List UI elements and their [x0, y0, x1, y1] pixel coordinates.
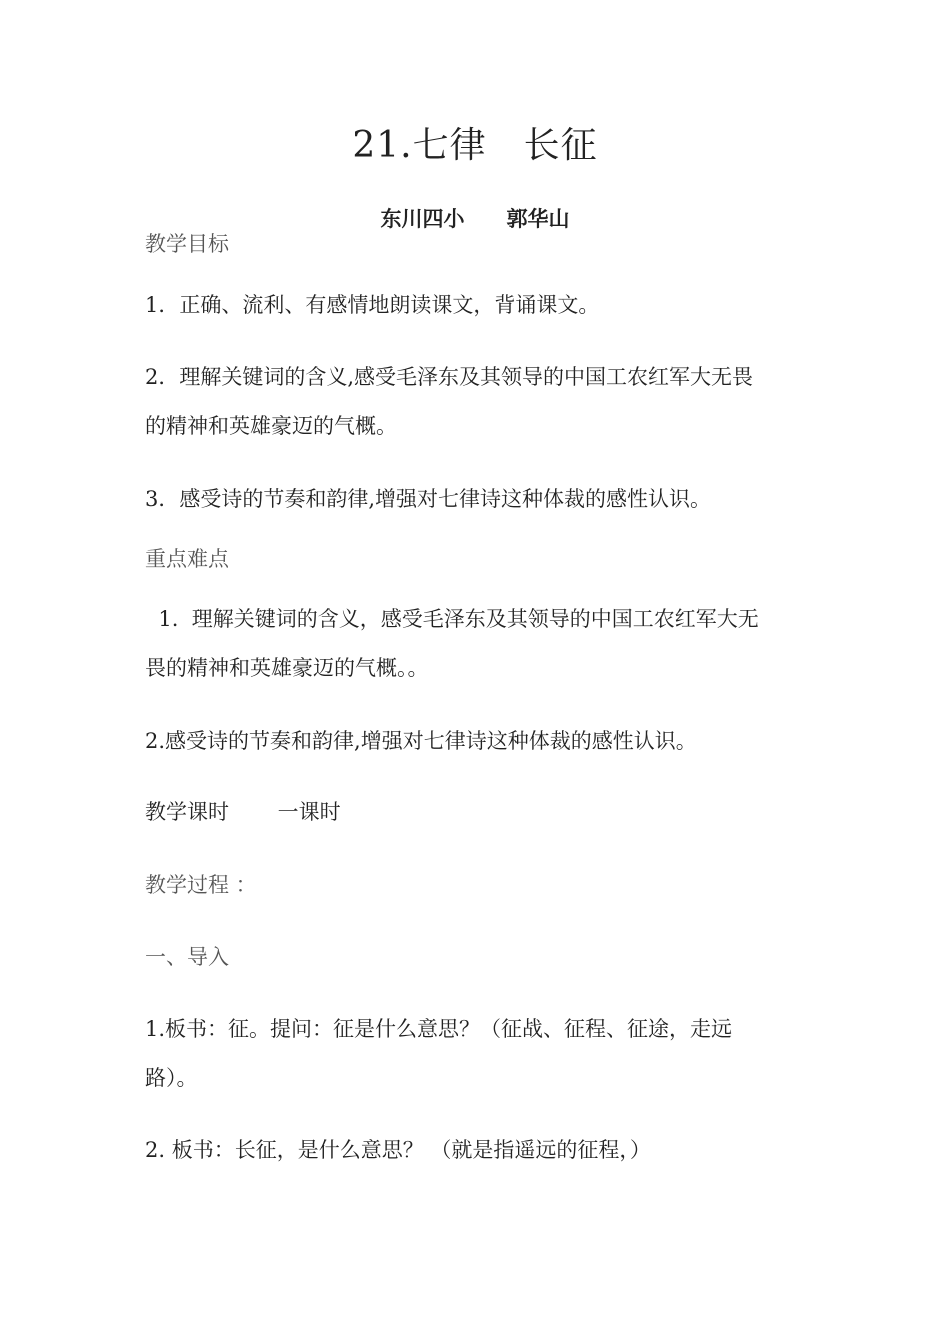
objective-item-2-cont: 的精神和英雄豪迈的气概。 — [145, 414, 397, 438]
key-point-1: 1. 理解关键词的含义，感受毛泽东及其领导的中国工农红军大无 — [145, 607, 759, 631]
section-heading-key-points: 重点难点 — [145, 547, 229, 571]
section-heading-objectives: 教学目标 — [145, 232, 229, 256]
objective-item-1: 1．正确、流利、有感情地朗读课文，背诵课文。 — [145, 293, 600, 317]
subsection-heading-intro: 一、导入 — [145, 945, 229, 969]
key-point-1-cont: 畏的精神和英雄豪迈的气概。。 — [145, 656, 429, 680]
document-author: 东川四小 郭华山 — [380, 206, 570, 231]
intro-step-1: 1.板书：征。提问：征是什么意思？（征战、征程、征途，走远 — [145, 1017, 733, 1041]
objective-item-2: 2．理解关键词的含义,感受毛泽东及其领导的中国工农红军大无畏 — [145, 365, 754, 389]
intro-step-2: 2. 板书：长征，是什么意思？ （就是指遥远的征程，） — [145, 1138, 651, 1162]
document-title: 21.七律 长征 — [352, 125, 598, 166]
key-point-2: 2.感受诗的节奏和韵律,增强对七律诗这种体裁的感性认识。 — [145, 729, 697, 753]
intro-step-1-cont: 路）。 — [145, 1066, 198, 1090]
objective-item-3: 3．感受诗的节奏和韵律,增强对七律诗这种体裁的感性认识。 — [145, 487, 712, 511]
section-heading-process: 教学过程 ： — [145, 873, 257, 897]
class-hours: 教学课时 一课时 — [145, 800, 341, 824]
